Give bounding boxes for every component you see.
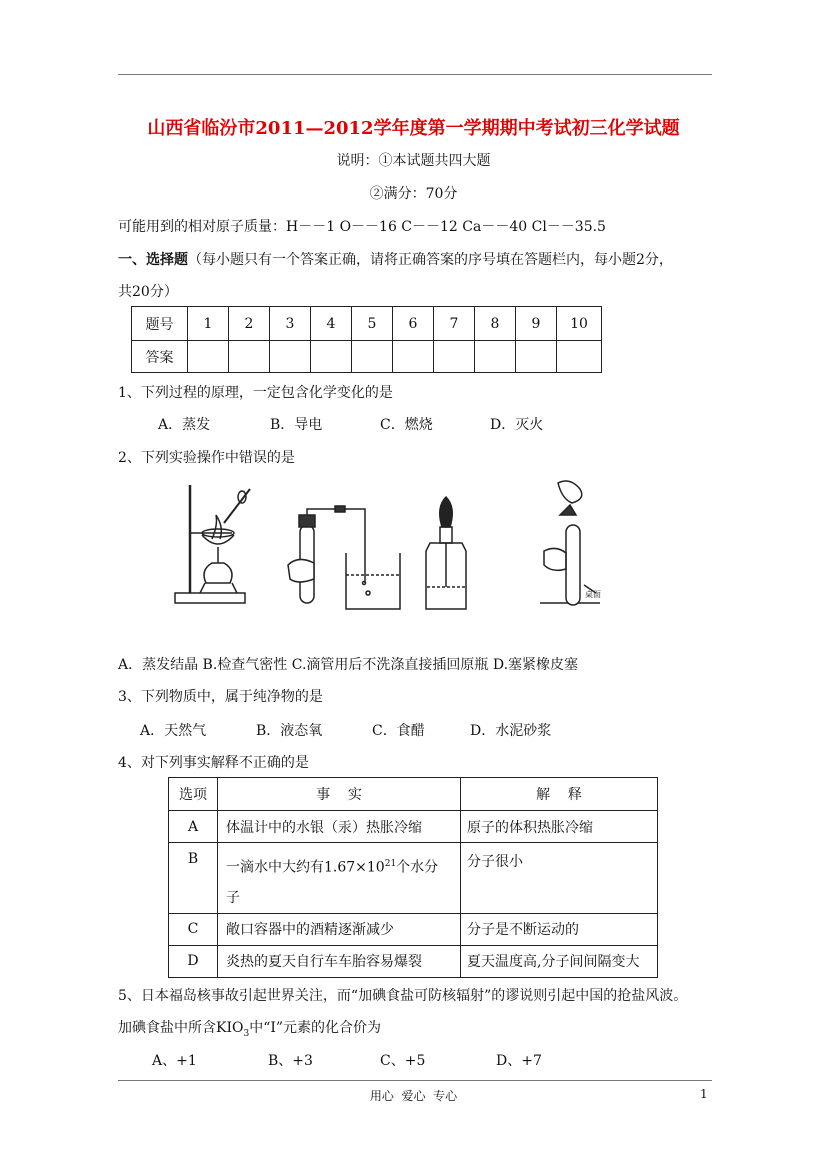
question-number: 2: [229, 307, 270, 341]
page-title: 山西省临汾市2011—2012学年度第一学期期中考试初三化学试题: [147, 118, 680, 139]
answer-cell[interactable]: [188, 341, 229, 373]
col-header-explanation: 解 释: [461, 778, 658, 811]
fact-text: 个水分: [396, 859, 439, 876]
q1-option-c: C．燃烧: [380, 417, 433, 433]
q5-option-b: B、+3: [268, 1053, 313, 1069]
answer-cell[interactable]: [557, 341, 602, 373]
fact-text: 一滴水中大约有1.67×10: [226, 859, 385, 876]
dropper-bottle: [426, 497, 466, 609]
q1-option-b: B．导电: [270, 417, 323, 433]
q3-stem: 3、下列物质中，属于纯净物的是: [118, 689, 323, 705]
q3-option-a: A．天然气: [140, 723, 207, 739]
table-surface-label: 桌面: [585, 590, 601, 599]
answer-cell[interactable]: [270, 341, 311, 373]
row-explanation: 夏天温度高,分子间间隔变大: [461, 945, 658, 977]
stopper-test-tube: [540, 481, 600, 605]
q2-stem: 2、下列实验操作中错误的是: [118, 450, 295, 466]
row-option: B: [169, 843, 218, 914]
answer-table: [131, 306, 602, 373]
answer-row-label: 答案: [132, 341, 188, 373]
q4-stem: 4、对下列事实解释不正确的是: [118, 755, 309, 771]
page-number: 1: [700, 1087, 708, 1101]
airtightness-apparatus: [288, 506, 400, 609]
q5-option-c: C、+5: [380, 1053, 426, 1069]
row-option: C: [169, 913, 218, 945]
answer-cell[interactable]: [352, 341, 393, 373]
question-number: 6: [393, 307, 434, 341]
row-option: A: [169, 811, 218, 843]
answer-table-header: 题号: [132, 307, 188, 341]
q1-option-d: D．灭火: [490, 417, 544, 433]
q5-line-2-text: 中“I”元素的化合价为: [249, 1020, 382, 1036]
col-header-option: 选项: [169, 778, 218, 811]
row-fact: 炎热的夏天自行车车胎容易爆裂: [218, 945, 461, 977]
row-explanation: 分子是不断运动的: [461, 913, 658, 945]
q3-option-b: B．液态氧: [256, 723, 323, 739]
note-2: ②满分：70分: [369, 186, 458, 202]
lab-operations-figure: [160, 475, 610, 615]
section-1-heading: [118, 249, 673, 269]
q5-option-d: D、+7: [496, 1053, 542, 1069]
q5-option-a: A、+1: [152, 1053, 197, 1069]
answer-cell[interactable]: [516, 341, 557, 373]
col-header-fact: 事 实: [218, 778, 461, 811]
section-1-heading-bold: 一、选择题: [118, 252, 188, 268]
question-number: 7: [434, 307, 475, 341]
answer-cell[interactable]: [311, 341, 352, 373]
footer-rule: [118, 1080, 712, 1081]
row-explanation: 分子很小: [461, 843, 658, 914]
question-number: 8: [475, 307, 516, 341]
question-number: 10: [557, 307, 602, 341]
section-1-heading-text: （每小题只有一个答案正确，请将正确答案的序号填在答题栏内，每小题2分，: [188, 252, 673, 268]
answer-cell[interactable]: [229, 341, 270, 373]
answer-cell[interactable]: [393, 341, 434, 373]
evaporation-apparatus: [175, 485, 250, 603]
row-fact: 体温计中的水银（汞）热胀冷缩: [218, 811, 461, 843]
question-number: 3: [270, 307, 311, 341]
question-number: 1: [188, 307, 229, 341]
row-fact: 敞口容器中的酒精逐渐减少: [218, 913, 461, 945]
row-explanation: 原子的体积热胀冷缩: [461, 811, 658, 843]
question-number: 4: [311, 307, 352, 341]
answer-cell[interactable]: [434, 341, 475, 373]
q2-options: A．蒸发结晶 B.检查气密性 C.滴管用后不洗涤直接插回原瓶 D.塞紧橡皮塞: [118, 657, 579, 673]
atomic-masses: 可能用到的相对原子质量：H－－1 O－－16 C－－12 Ca－－40 Cl－－35.5: [118, 219, 606, 235]
section-1-heading-cont: 共20分）: [118, 284, 178, 300]
q3-option-c: C．食醋: [372, 723, 425, 739]
row-fact: [218, 843, 461, 914]
fact-exponent: 21: [384, 859, 397, 869]
footer-motto: 用心 爱心 专心: [369, 1089, 458, 1103]
note-1: 说明：①本试题共四大题: [336, 153, 491, 169]
row-option: D: [169, 945, 218, 977]
q5-line-2-text: 加碘食盐中所含KIO: [118, 1020, 244, 1036]
answer-cell[interactable]: [475, 341, 516, 373]
q1-option-a: A．蒸发: [158, 417, 211, 433]
q5-subscript: 3: [243, 1028, 250, 1039]
fact-text: 子: [226, 889, 240, 906]
q5-line-2: [118, 1017, 381, 1039]
header-rule: [118, 74, 712, 75]
q3-option-d: D．水泥砂浆: [470, 723, 552, 739]
q1-stem: 1、下列过程的原理，一定包含化学变化的是: [118, 385, 393, 401]
facts-table: [168, 777, 658, 978]
q5-line-1: 5、日本福岛核事故引起世界关注，而“加碘食盐可防核辐射”的谬说则引起中国的抢盐风波。: [118, 988, 688, 1004]
question-number: 9: [516, 307, 557, 341]
question-number: 5: [352, 307, 393, 341]
